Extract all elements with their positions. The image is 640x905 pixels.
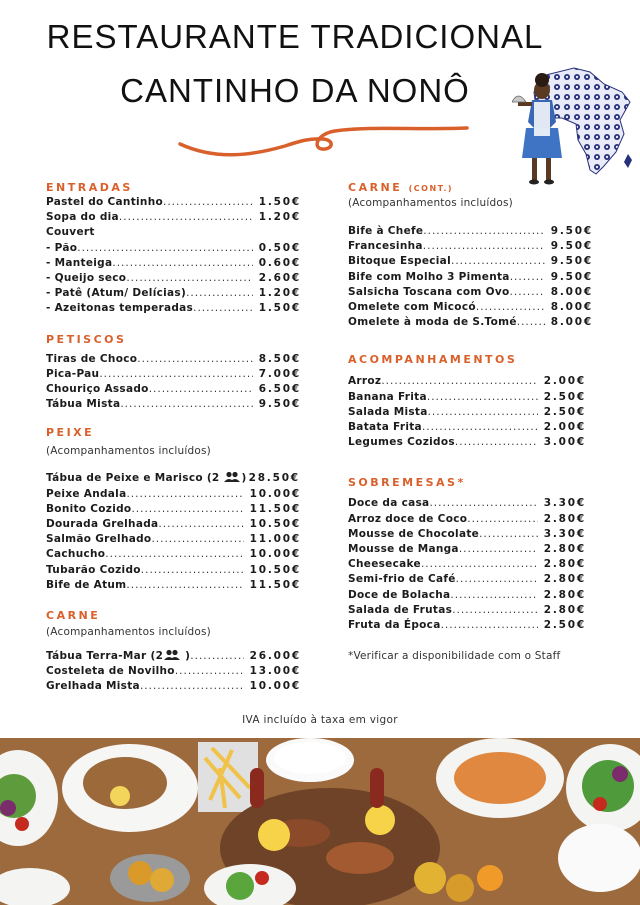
section-petiscos	[46, 333, 301, 413]
menu-item: Fruta da Época ..... 2.50€	[348, 618, 586, 633]
menu-item: Peixe Andala ..... 10.00€	[46, 487, 301, 502]
section-peixe	[46, 426, 301, 593]
section-entradas	[46, 181, 301, 317]
food-photo-banner	[0, 738, 640, 905]
restaurant-title-line2: CANTINHO DA NONÔ	[120, 72, 470, 109]
menu-item: Salada de Frutas ..... 2.80€	[348, 603, 586, 618]
section-title: PETISCOS	[46, 332, 127, 346]
menu-item: Tábua Terra-Mar (2 ) ..... 26.00€	[46, 649, 301, 664]
menu-item: Sopa do dia ..... 1.20€	[46, 210, 301, 225]
people-icon	[163, 649, 181, 661]
menu-item: Bife à Chefe ..... 9.50€	[348, 224, 593, 239]
menu-left-column	[46, 181, 301, 695]
menu-item: Cachucho ..... 10.00€	[46, 547, 301, 562]
availability-footnote: *Verificar a disponibilidade com o Staff	[348, 650, 561, 663]
section-note: (Acompanhamentos incluídos)	[348, 197, 513, 209]
menu-item: Omelete à moda de S.Tomé ..... 8.00€	[348, 315, 593, 330]
menu-item: Tábua de Peixe e Marisco (2 ) 28.50€	[46, 472, 300, 485]
menu-item: - Manteiga ..... 0.60€	[46, 256, 301, 271]
waiter-africa-illustration	[512, 62, 637, 192]
section-title: SOBREMESAS*	[348, 476, 466, 490]
menu-item: Cheesecake ..... 2.80€	[348, 557, 586, 572]
section-title: CARNE (CONT.)	[348, 181, 454, 194]
menu-item: - Pão ..... 0.50€	[46, 241, 301, 256]
menu-item: Bife com Molho 3 Pimenta ..... 9.50€	[348, 270, 593, 285]
menu-item: Arroz ..... 2.00€	[348, 374, 586, 389]
section-title: PEIXE	[46, 426, 95, 440]
section-carne-cont	[348, 181, 593, 330]
menu-item: Salada Mista ..... 2.50€	[348, 405, 586, 420]
menu-item: Legumes Cozidos ..... 3.00€	[348, 435, 586, 450]
menu-item: Bitoque Especial ..... 9.50€	[348, 254, 593, 269]
section-title: ACOMPANHAMENTOS	[348, 353, 518, 367]
menu-item: - Queijo seco ..... 2.60€	[46, 271, 301, 286]
menu-item: Salmão Grelhado ..... 11.00€	[46, 532, 301, 547]
section-acompanhamentos	[348, 353, 586, 450]
menu-item: Grelhada Mista ..... 10.00€	[46, 679, 301, 694]
section-note: (Acompanhamentos incluídos)	[46, 626, 211, 639]
couvert-label: Couvert	[46, 226, 95, 239]
section-title: ENTRADAS	[46, 181, 133, 194]
section-note: (Acompanhamentos incluídos)	[46, 445, 211, 458]
menu-item: Tubarão Cozido ..... 10.50€	[46, 563, 301, 578]
menu-item: Batata Frita ..... 2.00€	[348, 420, 586, 435]
menu-item: Bonito Cozido ..... 11.50€	[46, 502, 301, 517]
menu-item: Salsicha Toscana com Ovo ..... 8.00€	[348, 285, 593, 300]
menu-item: Bife de Atum ..... 11.50€	[46, 578, 301, 593]
menu-item: - Patê (Atum/ Delícias) ..... 1.20€	[46, 286, 301, 301]
section-sobremesas	[348, 476, 586, 664]
menu-right-column	[348, 181, 593, 664]
menu-item: Chouriço Assado ..... 6.50€	[46, 382, 301, 397]
menu-item: Mousse de Manga ..... 2.80€	[348, 542, 586, 557]
menu-item: Pastel do Cantinho ..... 1.50€	[46, 195, 301, 210]
menu-item: Omelete com Micocó ..... 8.00€	[348, 300, 593, 315]
menu-item: Francesinha ..... 9.50€	[348, 239, 593, 254]
restaurant-title-line1: RESTAURANTE TRADICIONAL	[46, 18, 544, 55]
menu-item: Costeleta de Novilho ..... 13.00€	[46, 664, 301, 679]
section-carne	[46, 609, 301, 695]
menu-item: Banana Frita ..... 2.50€	[348, 390, 586, 405]
menu-item: Tiras de Choco ..... 8.50€	[46, 352, 301, 367]
menu-item: Doce da casa ..... 3.30€	[348, 496, 586, 511]
section-title: CARNE	[46, 609, 101, 623]
menu-item: Doce de Bolacha ..... 2.80€	[348, 588, 586, 603]
menu-item: Mousse de Chocolate ..... 3.30€	[348, 527, 586, 542]
vat-note: IVA incluído à taxa em vigor	[242, 714, 398, 726]
menu-item: Arroz doce de Coco ..... 2.80€	[348, 512, 586, 527]
menu-item: - Azeitonas temperadas ..... 1.50€	[46, 301, 301, 316]
people-icon	[223, 471, 241, 483]
decorative-swash	[175, 122, 475, 162]
menu-item: Semi-frio de Café ..... 2.80€	[348, 572, 586, 587]
menu-item: Dourada Grelhada ..... 10.50€	[46, 517, 301, 532]
menu-item: Pica-Pau ..... 7.00€	[46, 367, 301, 382]
menu-item: Tábua Mista ..... 9.50€	[46, 397, 301, 412]
